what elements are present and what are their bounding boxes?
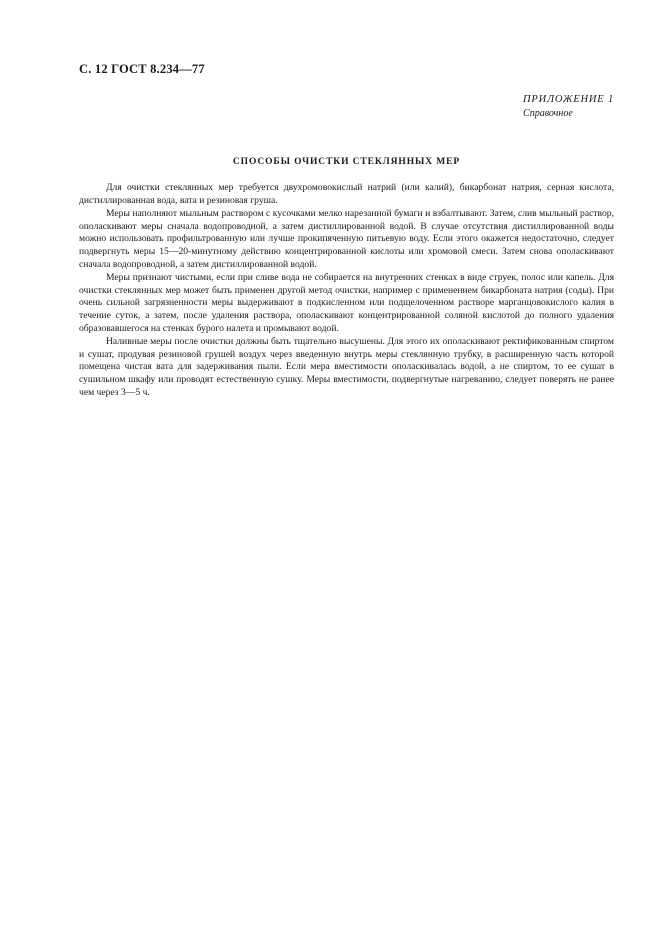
appendix-title: ПРИЛОЖЕНИЕ 1 [523,94,614,105]
appendix-label [523,93,614,121]
paragraph: Меры признают чистыми, если при сливе вода не собирается на внутренних стенках в виде струек, полос или капель. Для очистки стеклянных мер может быть применен другой метод очистки, например с применением бикарбоната натрия (соды). При очень сильной загрязненности меры выдерживают в подкисленном или подщелоченном растворе марганцовокислого калия в течение суток, а затем, после удаления раствора, ополаскивают концентрированной соляной кислотой до полного удаления образовавшегося на стенках бурого налета и промывают водой. [79,272,614,334]
appendix-subtitle: Справочное [523,108,573,119]
paragraph: Для очистки стеклянных мер требуется двухромовокислый натрий (или калий), бикарбонат натрия, серная кислота, дистиллированная вода, вата и резиновая груша. [79,182,614,206]
body-text [79,182,614,400]
paragraph: Меры наполняют мыльным раствором с кусочками мелко нарезанной бумаги и взбалтывают. Затем, слив мыльный раствор, ополаскивают меры сначала водопроводной, а затем дистиллированной водой. В случае отсутствия дистиллированной воды можно использовать профильтрованную или лучше прокипяченную питьевую воду. Если этого окажется недостаточно, следует подвергнуть меры 15—20-минутному действию концентрированной кислоты или хромовой смеси. Затем снова ополаскивают сначала водопроводной, а затем дистиллированной водой. [79,208,614,270]
page-header: С. 12 ГОСТ 8.234—77 [79,62,205,76]
section-title: СПОСОБЫ ОЧИСТКИ СТЕКЛЯННЫХ МЕР [232,157,461,167]
paragraph: Наливные меры после очистки должны быть тщательно высушены. Для этого их ополаскивают ректификованным спиртом и сушат, продувая резиновой грушей воздух через введенную внутрь меры стеклянную трубку, в расширенную часть которой помещена чистая вата для задерживания пыли. Если мера вместимости ополаскивалась водой, а не спиртом, то ее сушат в сушильном шкафу или проводят естественную сушку. Меры вместимости, подвергнутые нагреванию, следует поверять не ранее чем через 3—5 ч. [79,336,614,398]
